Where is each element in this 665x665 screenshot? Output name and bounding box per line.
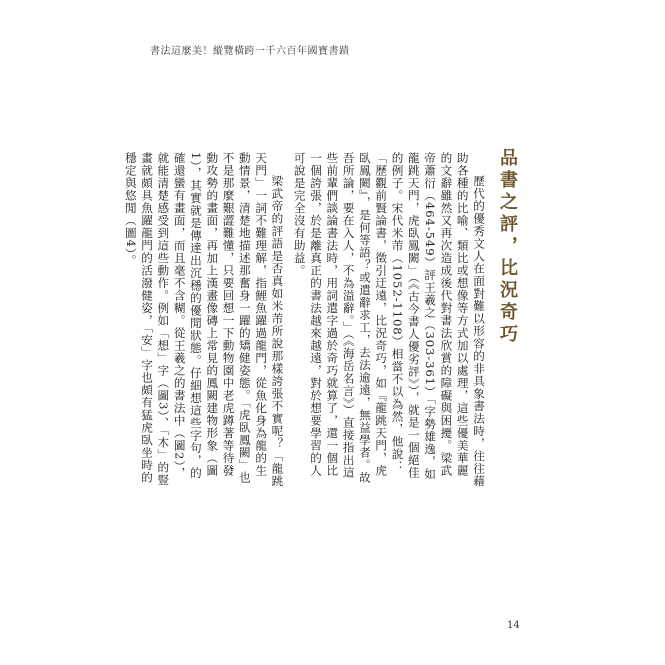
page-number: 14 xyxy=(507,620,520,631)
section-title: 品書之評，比況奇巧 xyxy=(497,148,518,346)
paragraph-1: 歷代的優秀文人在面對難以形容的非具象書法時，往往藉助各種的比喻、類比或想像等方式加以處理，這些優美華麗的文辭雖然又再次造成後代對書法欣賞的障礙與困擾。梁武帝蕭衍（464-549）評王羲之（303-361）「字勢雄逸，如龍跳天門，虎臥鳳闕」（《古今書人優劣評》），就是一個絕佳的例子。宋代米芾（1052-1108）相當不以為然，他說：「歷觀前賢論書，徵引迂遠，比況奇巧，如『龍跳天門，虎臥鳳闕』，是何等語？或遣辭求工，去法逾遠，無益學者。故吾所論，要在入人，不為溢辭。」（《海岳名言》）直接指出這些前輩們談論書法時，用詞遣字過於奇巧就算了，還一個比一個誇張，於是離真正的書法越來越遠，對於想要學習的人可說是完全沒有助益。 xyxy=(292,152,486,488)
body-text xyxy=(122,152,487,488)
paragraph-2: 梁武帝的評語是否真如米芾所說那樣誇張不實呢？「龍跳天門」一詞不難理解，指鯉魚躍過龍門，從魚化身為龍的生動情景，清楚地描述那奮身一躍的矯健姿態。「虎臥鳳闕」也不是那麼艱澀難懂，只要回想一下動物園中老虎蹲著等待發動攻勢的畫面，再加上漢畫像磚上常見的鳳闕建物形象（圖1），其實就是傳達出沉穩的優閒狀態。仔細想這些字句，的確還蠻有畫面，而且毫不含糊。從王羲之的書法中（圖2），就能清楚感受到這些動作。例如「想」字（圖3）、「木」的豎畫就頗具魚躍龍門的活潑健姿，「安」字也頗有猛虎臥坐時的穩定與悠閒（圖4）。 xyxy=(123,152,285,488)
running-header: 書法這麼美！縱覽橫跨一千六百年國寶書蹟 xyxy=(150,46,350,57)
